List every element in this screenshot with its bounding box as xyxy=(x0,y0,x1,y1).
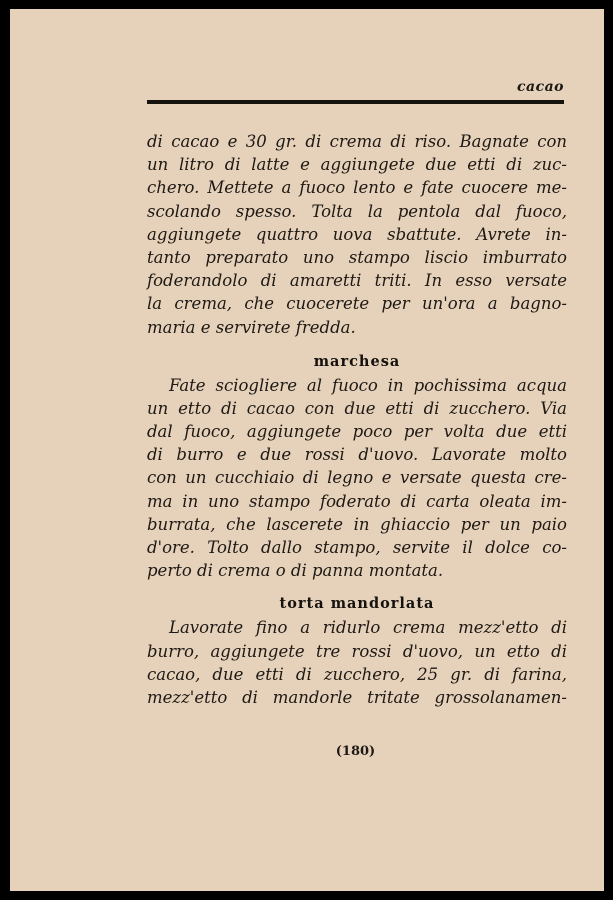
paragraph-cacao-continued xyxy=(147,130,567,339)
text-line: Fate sciogliere al fuoco in pochissima acqua xyxy=(169,375,567,395)
text-line: d'ore. Tolto dallo stampo, servite il dolce co- xyxy=(147,538,567,557)
text-line: di burro e due rossi d'uovo. Lavorate molto xyxy=(147,445,567,465)
text-line: burrata, che lascerete in ghiaccio per un paio xyxy=(147,514,567,534)
text-line: aggiungete quattro uova sbattute. Avrete in- xyxy=(147,224,567,244)
text-line: scolando spesso. Tolta la pentola dal fuoco, xyxy=(147,201,567,221)
recipe-title-marchesa: marchesa xyxy=(313,352,401,370)
text-line: mezz'etto di mandorle tritate grossolanamen- xyxy=(147,687,567,707)
text-line: la crema, che cuocerete per un'ora a bagno- xyxy=(147,294,567,314)
page-body xyxy=(147,130,567,709)
text-line: un litro di latte e aggiungete due etti di zuc- xyxy=(147,155,567,175)
text-line: perto di crema o di panna montata. xyxy=(147,561,444,581)
text-line: un etto di cacao con due etti di zucchero. Via xyxy=(147,398,567,418)
text-line: maria e servirete fredda. xyxy=(147,317,356,337)
book-page xyxy=(10,9,604,891)
text-line: cacao, due etti di zucchero, 25 gr. di farina, xyxy=(147,664,567,684)
text-line: dal fuoco, aggiungete poco per volta due etti xyxy=(147,422,567,442)
running-head: cacao xyxy=(516,79,564,95)
header-rule xyxy=(147,100,564,104)
text-line: Lavorate fino a ridurlo crema mezz'etto di xyxy=(169,618,567,638)
text-line: ma in uno stampo foderato di carta oleata im- xyxy=(147,491,567,511)
recipe-marchesa-text xyxy=(147,374,567,583)
text-line: con un cucchiaio di legno e versate questa cre- xyxy=(147,468,567,488)
text-line: foderandolo di amaretti triti. In esso versate xyxy=(147,271,567,291)
text-line: burro, aggiungete tre rossi d'uovo, un etto di xyxy=(147,641,567,661)
text-line: di cacao e 30 gr. di crema di riso. Bagnate con xyxy=(147,132,567,151)
recipe-title-torta-mandorlata: torta mandorlata xyxy=(279,595,435,613)
text-line: tanto preparato uno stampo liscio imburrato xyxy=(147,247,567,267)
page-number: (180) xyxy=(335,744,376,759)
recipe-torta-mandorlata-text xyxy=(147,616,567,709)
text-line: chero. Mettete a fuoco lento e fate cuocere me- xyxy=(147,178,567,198)
